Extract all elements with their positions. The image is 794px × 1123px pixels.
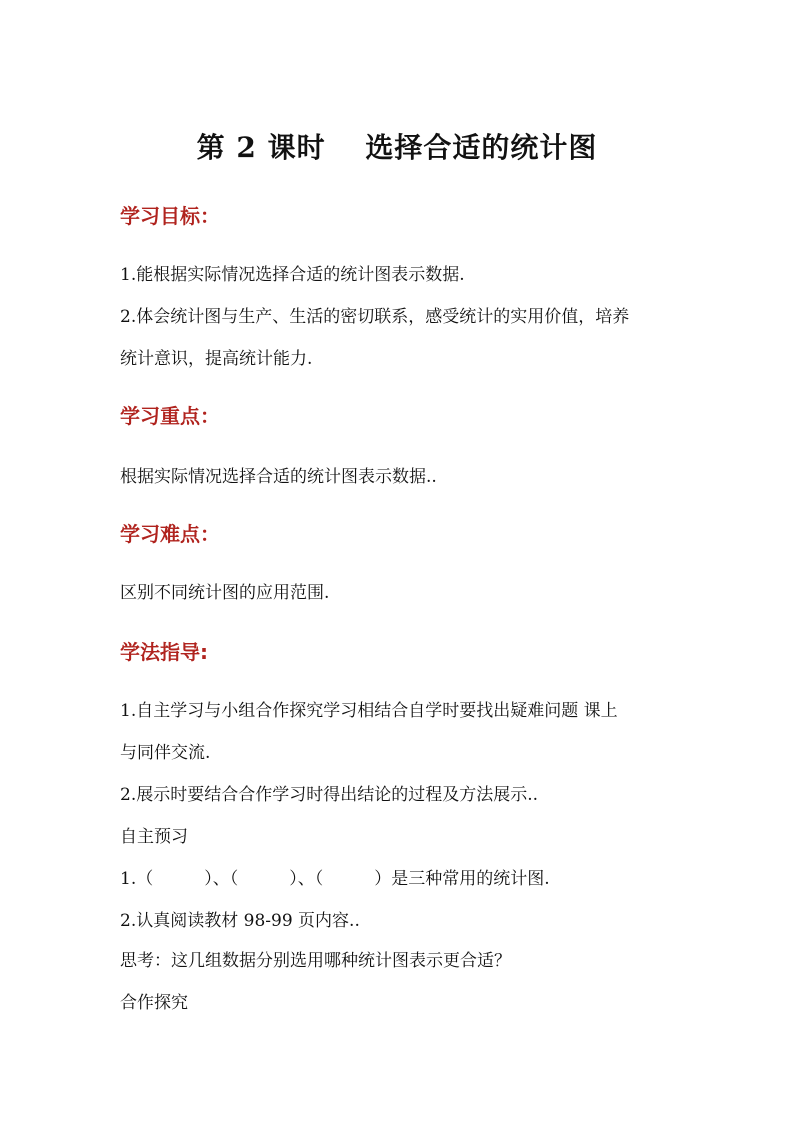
page-title: 第 2 课时 选择合适的统计图 bbox=[196, 131, 598, 164]
difficulties-heading: 学习难点： bbox=[120, 522, 220, 546]
preview-label: 自主预习 bbox=[120, 827, 188, 847]
objective-line-1: 1.能根据实际情况选择合适的统计图表示数据. bbox=[120, 265, 465, 285]
objective-line-2: 2.体会统计图与生产、生活的密切联系，感受统计的实用价值，培养 bbox=[120, 307, 630, 327]
method-line-3: 2.展示时要结合合作学习时得出结论的过程及方法展示.. bbox=[120, 785, 539, 805]
objectives-heading: 学习目标： bbox=[120, 204, 220, 228]
method-guidance-heading: 学法指导: bbox=[120, 640, 208, 664]
cooperation-label: 合作探究 bbox=[120, 993, 188, 1013]
difficulty-line-1: 区别不同统计图的应用范围. bbox=[120, 583, 330, 603]
method-line-2: 与同伴交流. bbox=[120, 743, 211, 763]
preview-line-3: 思考：这几组数据分别选用哪种统计图表示更合适？ bbox=[120, 951, 511, 971]
key-point-line-1: 根据实际情况选择合适的统计图表示数据.. bbox=[120, 467, 437, 487]
objective-line-3: 统计意识，提高统计能力. bbox=[120, 349, 313, 369]
key-points-heading: 学习重点： bbox=[120, 404, 220, 428]
method-line-1: 1.自主学习与小组合作探究学习相结合自学时要找出疑难问题 课上 bbox=[120, 701, 618, 721]
preview-line-2: 2.认真阅读教材 98-99 页内容.. bbox=[120, 911, 360, 931]
preview-line-1: 1.（ ）、（ ）、（ ）是三种常用的统计图. bbox=[120, 869, 550, 889]
